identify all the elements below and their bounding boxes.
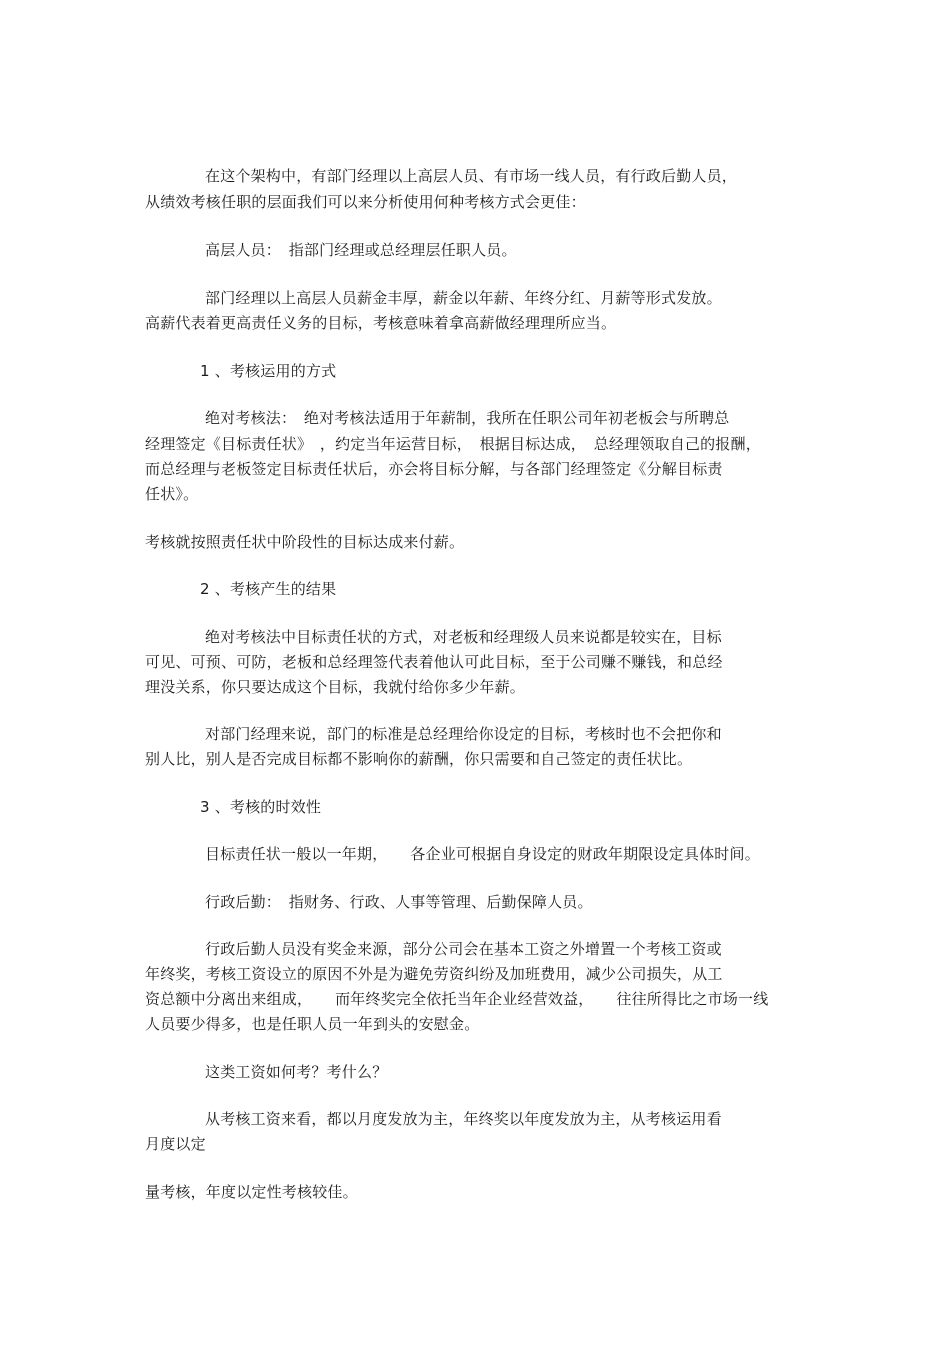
paragraph-line: 量考核，年度以定性考核较佳。 bbox=[145, 1183, 358, 1201]
paragraph-line: 人员要少得多，也是任职人员一年到头的安慰金。 bbox=[145, 1015, 480, 1033]
paragraph-line: 从考核工资来看，都以月度发放为主，年终奖以年度发放为主，从考核运用看 bbox=[205, 1110, 722, 1128]
paragraph-line: 这类工资如何考？考什么？ bbox=[205, 1063, 388, 1081]
paragraph-line: 考核就按照责任状中阶段性的目标达成来付薪。 bbox=[145, 533, 465, 551]
paragraph-line: 任状》。 bbox=[145, 485, 199, 503]
paragraph-line: 对部门经理来说，部门的标准是总经理给你设定的目标，考核时也不会把你和 bbox=[205, 725, 722, 743]
paragraph-line: 别人比，别人是否完成目标都不影响你的薪酬，你只需要和自己签定的责任状比。 bbox=[145, 750, 693, 768]
paragraph-line: 经理签定《目标责任状》 ，约定当年运营目标， 根据目标达成， 总经理领取自己的报酬， bbox=[145, 435, 761, 453]
section-heading: 1 、考核运用的方式 bbox=[200, 362, 337, 380]
paragraph-line: 高薪代表着更高责任义务的目标，考核意味着拿高薪做经理理所应当。 bbox=[145, 314, 617, 332]
paragraph-line: 高层人员： 指部门经理或总经理层任职人员。 bbox=[205, 241, 517, 259]
paragraph-line: 行政后勤人员没有奖金来源，部分公司会在基本工资之外增置一个考核工资或 bbox=[205, 940, 722, 958]
section-heading: 2 、考核产生的结果 bbox=[200, 580, 337, 598]
paragraph-line: 部门经理以上高层人员薪金丰厚，薪金以年薪、年终分红、月薪等形式发放。 bbox=[205, 289, 722, 307]
paragraph-line: 绝对考核法中目标责任状的方式，对老板和经理级人员来说都是较实在，目标 bbox=[205, 628, 722, 646]
paragraph-line: 年终奖，考核工资设立的原因不外是为避免劳资纠纷及加班费用，减少公司损失，从工 bbox=[145, 965, 723, 983]
paragraph-line: 绝对考核法： 绝对考核法适用于年薪制，我所在任职公司年初老板会与所聘总 bbox=[205, 409, 730, 427]
section-heading: 3 、考核的时效性 bbox=[200, 798, 322, 816]
paragraph-line: 而总经理与老板签定目标责任状后，亦会将目标分解，与各部门经理签定《分解目标责 bbox=[145, 460, 723, 478]
paragraph-line: 目标责任状一般以一年期， 各企业可根据自身设定的财政年期限设定具体时间。 bbox=[205, 845, 760, 863]
paragraph-line: 资总额中分离出来组成， 而年终奖完全依托当年企业经营效益， 往往所得比之市场一线 bbox=[145, 990, 769, 1008]
paragraph-line: 行政后勤： 指财务、行政、人事等管理、后勤保障人员。 bbox=[205, 893, 593, 911]
paragraph-line: 可见、可预、可防，老板和总经理签代表着他认可此目标，至于公司赚不赚钱，和总经 bbox=[145, 653, 723, 671]
paragraph-line: 在这个架构中，有部门经理以上高层人员、有市场一线人员，有行政后勤人员， bbox=[205, 167, 738, 185]
paragraph-line: 从绩效考核任职的层面我们可以来分析使用何种考核方式会更佳： bbox=[145, 193, 586, 211]
paragraph-line: 理没关系，你只要达成这个目标，我就付给你多少年薪。 bbox=[145, 678, 526, 696]
paragraph-line: 月度以定 bbox=[145, 1135, 206, 1153]
